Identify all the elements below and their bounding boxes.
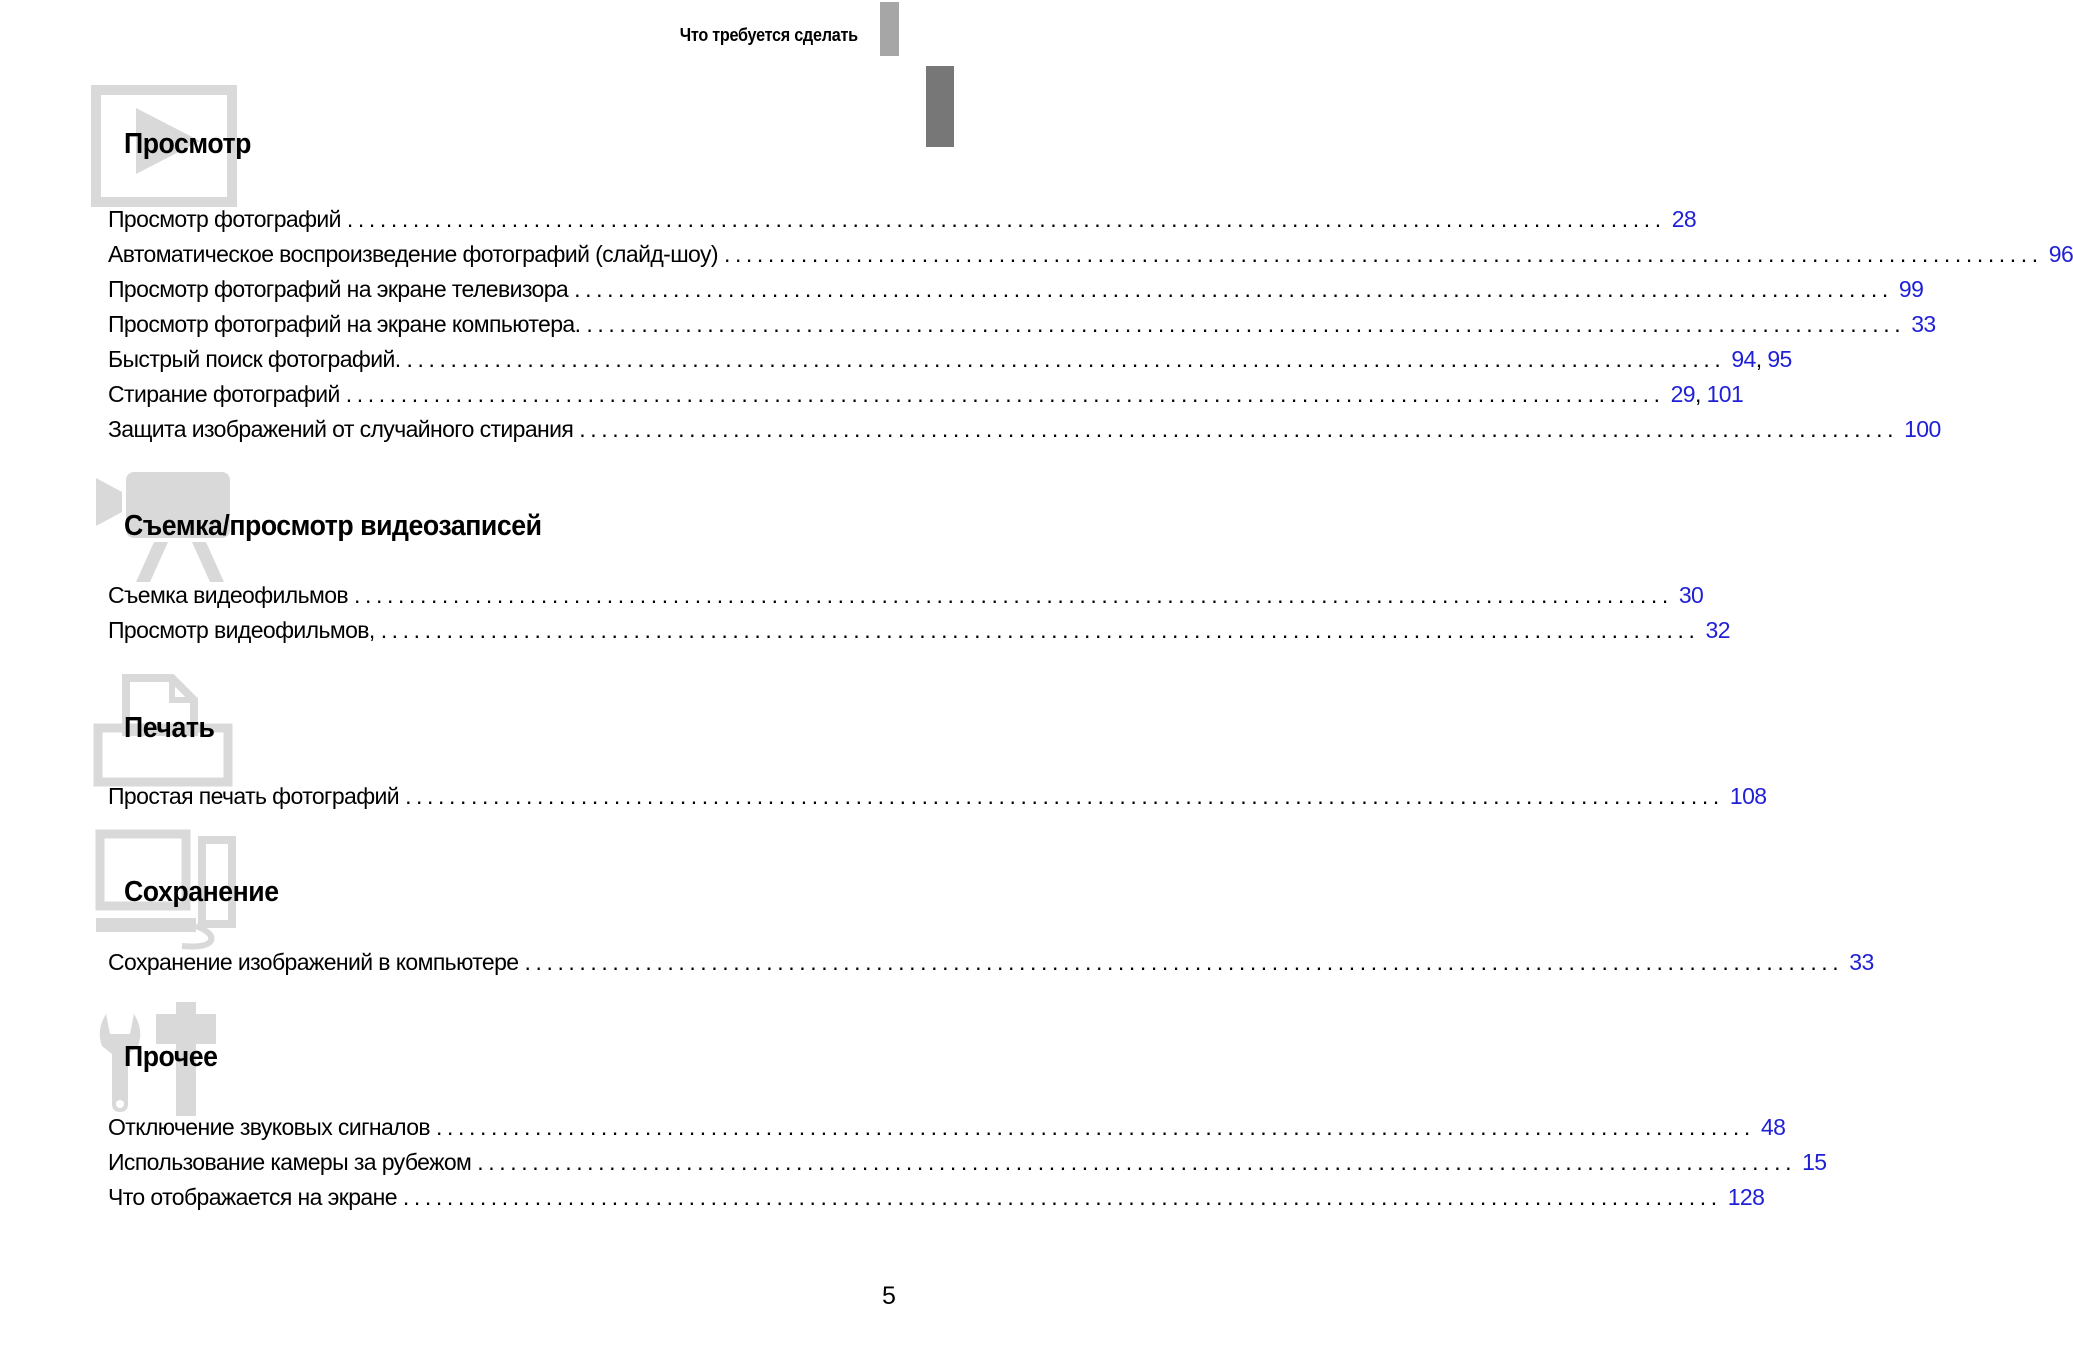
page-separator: , (1755, 346, 1768, 372)
section-title-printing: Печать (124, 712, 215, 744)
dot-leader: ........................................................................................................................ (345, 381, 1665, 407)
toc-entry-pages (1904, 416, 1941, 443)
toc-entry[interactable] (108, 617, 1730, 649)
toc-entry-label: Съемка видеофильмов (108, 582, 349, 608)
page-link[interactable]: 100 (1904, 416, 1941, 442)
toc-entry[interactable] (108, 949, 1874, 981)
toc-entry-pages (1730, 783, 1767, 810)
page-link[interactable]: 94 (1731, 346, 1756, 372)
toc-entry[interactable] (108, 381, 1744, 413)
toc-entry[interactable] (108, 311, 1936, 343)
dot-leader: ........................................................................................................................ (405, 783, 1724, 809)
dot-leader: ........................................................................................................................ (579, 416, 1899, 442)
page-link[interactable]: 28 (1671, 206, 1697, 232)
toc-entry-label: Отключение звуковых сигналов (108, 1114, 431, 1140)
toc-entry-label: Что отображается на экране (108, 1184, 397, 1210)
toc-entry-pages (1679, 582, 1703, 609)
toc-entry-label: Стирание фотографий (108, 381, 340, 407)
toc-entry-pages (1911, 311, 1935, 338)
page-link[interactable]: 30 (1678, 582, 1704, 608)
toc-entry[interactable] (108, 1184, 1765, 1216)
page-link[interactable]: 128 (1727, 1184, 1765, 1210)
section-title-other: Прочее (124, 1041, 218, 1073)
toc-entry-pages (1899, 276, 1923, 303)
page-link[interactable]: 101 (1706, 381, 1744, 407)
dot-leader: ........................................................................................................................ (346, 206, 1666, 232)
page-link[interactable]: 32 (1705, 617, 1730, 643)
toc-entry-pages (2049, 241, 2073, 268)
toc-entry-pages (1672, 206, 1696, 233)
toc-entry-pages (1706, 617, 1730, 644)
toc-entry[interactable] (108, 346, 1792, 378)
toc-entry-label: Защита изображений от случайного стирания (108, 416, 574, 442)
dot-leader: ........................................................................................................................ (723, 241, 2043, 267)
page-link[interactable]: 99 (1898, 276, 1924, 302)
toc-entry[interactable] (108, 416, 1941, 448)
dot-leader: ........................................................................................................................ (436, 1114, 1755, 1140)
toc-entry[interactable] (108, 1149, 1827, 1181)
dot-leader: ........................................................................................................................ (402, 1184, 1722, 1210)
section-title-saving: Сохранение (124, 876, 279, 908)
toc-entry[interactable] (108, 783, 1767, 815)
toc-entry-pages (1671, 381, 1744, 408)
page-link[interactable]: 29 (1670, 381, 1695, 407)
header-marker-bar (880, 2, 899, 56)
page-link[interactable]: 108 (1729, 783, 1767, 809)
dot-leader: ........................................................................................................................ (380, 617, 1700, 643)
toc-entry-label: Просмотр фотографий на экране телевизора (108, 276, 569, 302)
dot-leader: ........................................................................................................................ (524, 949, 1844, 975)
page-link[interactable]: 96 (2048, 241, 2073, 267)
toc-entry-label: Простая печать фотографий (108, 783, 400, 809)
dot-leader: ........................................................................................................................ (354, 582, 1673, 608)
toc-entry-pages (1761, 1114, 1785, 1141)
toc-entry-pages (1728, 1184, 1765, 1211)
page-separator: , (1695, 381, 1707, 407)
toc-entry[interactable] (108, 582, 1704, 614)
toc-entry-pages (1849, 949, 1873, 976)
page-link[interactable]: 95 (1767, 346, 1792, 372)
dot-leader: ........................................................................................................................ (586, 311, 1906, 337)
toc-entry-label: Сохранение изображений в компьютере (108, 949, 519, 975)
page-number: 5 (882, 1282, 896, 1310)
dot-leader: ........................................................................................................................ (406, 346, 1726, 372)
toc-entry-label: Просмотр фотографий на экране компьютера. (108, 311, 581, 337)
toc-entry-label: Автоматическое воспроизведение фотографий (слайд-шоу) (108, 241, 718, 267)
page-link[interactable]: 33 (1849, 949, 1874, 975)
toc-entry-label: Быстрый поиск фотографий. (108, 346, 401, 372)
dot-leader: ........................................................................................................................ (477, 1149, 1797, 1175)
toc-entry-label: Использование камеры за рубежом (108, 1149, 472, 1175)
section-title-movies: Съемка/просмотр видеозаписей (124, 510, 542, 542)
toc-entry-pages (1802, 1149, 1826, 1176)
section-title-playback: Просмотр (124, 128, 251, 160)
page-link[interactable]: 48 (1760, 1114, 1786, 1140)
toc-entry-label: Просмотр видеофильмов, (108, 617, 375, 643)
running-header: Что требуется сделать (679, 25, 858, 45)
toc-entry[interactable] (108, 1114, 1786, 1146)
toc-entry[interactable] (108, 206, 1697, 238)
toc-entry-pages (1731, 346, 1791, 373)
toc-entry[interactable] (108, 276, 1924, 308)
page-link[interactable]: 33 (1911, 311, 1936, 337)
side-thumb-tab (926, 66, 954, 147)
page-link[interactable]: 15 (1802, 1149, 1827, 1175)
toc-entry-label: Просмотр фотографий (108, 206, 341, 232)
toc-entry[interactable] (108, 241, 2073, 273)
dot-leader: ........................................................................................................................ (574, 276, 1893, 302)
